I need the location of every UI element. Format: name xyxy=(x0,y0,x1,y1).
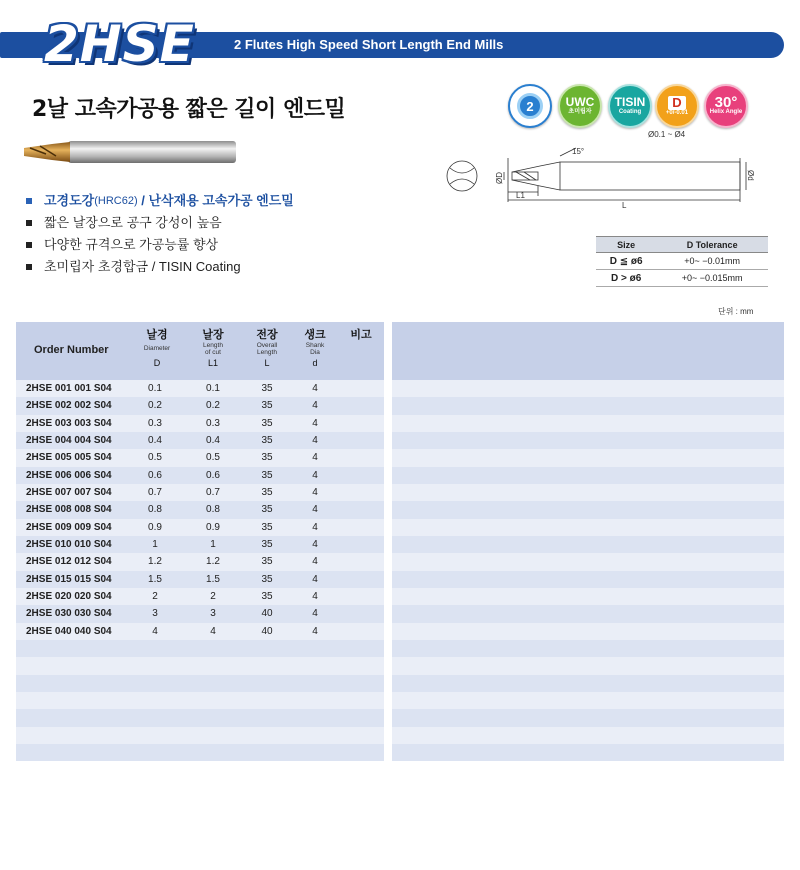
diameter-cell: 1.5 xyxy=(148,573,162,585)
order-number-cell: 2HSE 002 002 S04 xyxy=(26,400,112,412)
bullet-icon xyxy=(26,242,32,248)
shank-dia-cell: 4 xyxy=(312,452,318,464)
order-number-cell: 2HSE 030 030 S04 xyxy=(26,608,112,620)
feature-text: 다양한 규격으로 가공능률 향상 xyxy=(44,237,219,252)
order-number-cell: 2HSE 006 006 S04 xyxy=(26,469,112,481)
product-subtitle: 2 Flutes High Speed Short Length End Mills xyxy=(234,37,504,52)
table-row xyxy=(392,571,784,588)
diameter-cell: 4 xyxy=(152,625,158,637)
header-sd-en2: Dia xyxy=(310,349,320,356)
table-row xyxy=(392,605,784,622)
feature-machining: 난삭재용 고속가공 엔드밀 xyxy=(148,193,294,208)
table-row xyxy=(392,501,784,518)
spec-table-body xyxy=(16,380,384,761)
shank-label: Ød xyxy=(746,170,755,181)
order-number-cell: 2HSE 010 010 S04 xyxy=(26,539,112,551)
order-number-cell: 2HSE 020 020 S04 xyxy=(26,591,112,603)
tolerance-row xyxy=(596,270,768,287)
page-title: 2날 고속가공용 짧은 길이 엔드밀 xyxy=(32,97,346,122)
diameter-cell: 0.8 xyxy=(148,504,162,516)
length-of-cut-cell: 0.3 xyxy=(206,417,220,429)
length-of-cut-cell: 0.4 xyxy=(206,435,220,447)
header-l1-en1: Length xyxy=(203,342,223,349)
spec-table-right xyxy=(392,322,784,761)
header-l1-ko: 날장 xyxy=(202,328,224,341)
header-sd-en1: Shank xyxy=(305,342,325,349)
shank-dia-cell: 4 xyxy=(312,417,318,429)
helix-sub: Helix Angle xyxy=(709,109,743,115)
overall-length-cell: 40 xyxy=(261,625,273,637)
spec-table-right-header xyxy=(392,322,784,380)
overall-length-cell: 40 xyxy=(261,608,273,620)
header-overall-length xyxy=(242,328,292,367)
diameter-cell: 0.6 xyxy=(148,469,162,481)
table-row xyxy=(16,501,384,518)
table-row xyxy=(16,605,384,622)
order-number-cell: 2HSE 040 040 S04 xyxy=(26,625,112,637)
flutes-count: 2 xyxy=(517,93,543,119)
tolerance-value: +0~ −0.015mm xyxy=(656,270,768,287)
uwc-badge xyxy=(558,84,602,128)
length-of-cut-cell: 2 xyxy=(210,591,216,603)
header-l-en2: Length xyxy=(257,349,277,356)
header-sd-symbol: d xyxy=(312,358,318,368)
diameter-cell: 0.3 xyxy=(148,417,162,429)
angle-label: 15° xyxy=(572,147,585,156)
feature-text: 초미립자 초경합금 / TISIN Coating xyxy=(44,259,241,274)
header-length-of-cut xyxy=(184,328,242,367)
overall-length-cell: 35 xyxy=(261,400,273,412)
overall-length-cell: 35 xyxy=(261,521,273,533)
order-number-cell: 2HSE 004 004 S04 xyxy=(26,435,112,447)
overall-length-cell: 35 xyxy=(261,417,273,429)
shank-dia-cell: 4 xyxy=(312,521,318,533)
table-row xyxy=(392,519,784,536)
order-number-cell: 2HSE 007 007 S04 xyxy=(26,487,112,499)
length-of-cut-cell: 0.6 xyxy=(206,469,220,481)
product-logo: 2HSE xyxy=(44,15,195,73)
table-row xyxy=(392,536,784,553)
table-row xyxy=(392,675,784,692)
shank-dia-cell: 4 xyxy=(312,400,318,412)
header-diameter-en: Diameter xyxy=(143,345,171,352)
order-number-cell: 2HSE 009 009 S04 xyxy=(26,521,112,533)
order-number-cell: 2HSE 001 001 S04 xyxy=(26,383,112,395)
shank-dia-cell: 4 xyxy=(312,383,318,395)
diameter-cell: 0.5 xyxy=(148,452,162,464)
bullet-icon xyxy=(26,220,32,226)
overall-length-cell: 35 xyxy=(261,435,273,447)
diameter-range: Ø0.1 ~ Ø4 xyxy=(648,130,686,139)
diameter-cell: 1.2 xyxy=(148,556,162,568)
tolerance-badge xyxy=(655,84,699,128)
diameter-cell: 0.9 xyxy=(148,521,162,533)
diameter-cell: 0.7 xyxy=(148,487,162,499)
table-row xyxy=(16,415,384,432)
header-order-number: Order Number xyxy=(34,344,109,356)
shank-dia-cell: 4 xyxy=(312,435,318,447)
feature-separator: / xyxy=(137,193,149,208)
diameter-cell: 0.2 xyxy=(148,400,162,412)
length-of-cut-cell: 3 xyxy=(210,608,216,620)
table-row xyxy=(16,692,384,709)
flutes-badge xyxy=(508,84,552,128)
header-remarks xyxy=(338,328,384,342)
bullet-icon xyxy=(26,264,32,270)
header-l-ko: 전장 xyxy=(256,328,278,341)
shank-dia-cell: 4 xyxy=(312,539,318,551)
end-mill-photo xyxy=(22,140,240,164)
tisin-sub: Coating xyxy=(618,109,642,115)
table-row xyxy=(392,744,784,761)
unit-label: 단위 : mm xyxy=(718,307,754,316)
table-row xyxy=(392,380,784,397)
table-row xyxy=(16,484,384,501)
shank-dia-cell: 4 xyxy=(312,625,318,637)
header-l1-en2: of cut xyxy=(205,349,221,356)
table-row xyxy=(392,397,784,414)
tool-dimension-diagram xyxy=(440,142,760,212)
table-row xyxy=(16,709,384,726)
table-row xyxy=(392,657,784,674)
header-l-symbol: L xyxy=(264,358,270,368)
tolerance-d-label: D xyxy=(668,96,686,110)
table-row xyxy=(16,588,384,605)
diameter-cell: 0.4 xyxy=(148,435,162,447)
tolerance-value-header: D Tolerance xyxy=(656,237,768,253)
length-of-cut-cell: 0.2 xyxy=(206,400,220,412)
order-number-cell: 2HSE 015 015 S04 xyxy=(26,573,112,585)
uwc-sub: 초미립자 xyxy=(568,109,592,115)
table-row xyxy=(392,415,784,432)
shank-dia-cell: 4 xyxy=(312,469,318,481)
shank-dia-cell: 4 xyxy=(312,573,318,585)
order-number-cell: 2HSE 003 003 S04 xyxy=(26,417,112,429)
order-number-cell: 2HSE 005 005 S04 xyxy=(26,452,112,464)
uwc-label: UWC xyxy=(565,95,595,109)
table-row xyxy=(16,623,384,640)
tisin-badge xyxy=(608,84,652,128)
table-row xyxy=(392,588,784,605)
table-row xyxy=(16,432,384,449)
header-l1-symbol: L1 xyxy=(207,358,218,368)
table-row xyxy=(16,727,384,744)
feature-item xyxy=(26,190,426,212)
overall-length-cell: 35 xyxy=(261,556,273,568)
diameter-cell: 2 xyxy=(152,591,158,603)
length-of-cut-cell: 1 xyxy=(210,539,216,551)
overall-length-cell: 35 xyxy=(261,487,273,499)
tolerance-row xyxy=(596,253,768,270)
overall-length-cell: 35 xyxy=(261,539,273,551)
length-of-cut-cell: 4 xyxy=(210,625,216,637)
overall-length-cell: 35 xyxy=(261,591,273,603)
diameter-label: ØD xyxy=(495,172,504,184)
tisin-label: TISIN xyxy=(614,95,646,109)
header-sd-ko: 생크 xyxy=(304,328,326,341)
table-row xyxy=(16,640,384,657)
table-row xyxy=(392,692,784,709)
spec-table-header xyxy=(16,322,384,380)
order-number-cell: 2HSE 008 008 S04 xyxy=(26,504,112,516)
length-of-cut-cell: 1.2 xyxy=(206,556,220,568)
shank-dia-cell: 4 xyxy=(312,504,318,516)
diameter-cell: 3 xyxy=(152,608,158,620)
length-of-cut-cell: 0.7 xyxy=(206,487,220,499)
helix-angle: 30° xyxy=(714,94,738,111)
tolerance-table xyxy=(596,236,768,287)
shank-dia-cell: 4 xyxy=(312,487,318,499)
table-row xyxy=(392,727,784,744)
tolerance-size: D ≦ ø6 xyxy=(596,253,656,270)
table-row xyxy=(16,675,384,692)
l-label: L xyxy=(622,201,627,210)
overall-length-cell: 35 xyxy=(261,573,273,585)
table-row xyxy=(16,657,384,674)
table-row xyxy=(392,640,784,657)
shank-dia-cell: 4 xyxy=(312,556,318,568)
length-of-cut-cell: 1.5 xyxy=(206,573,220,585)
feature-item xyxy=(26,234,426,256)
table-row xyxy=(392,484,784,501)
table-row xyxy=(392,553,784,570)
tolerance-size: D > ø6 xyxy=(596,270,656,287)
length-of-cut-cell: 0.9 xyxy=(206,521,220,533)
table-row xyxy=(16,397,384,414)
diameter-cell: 1 xyxy=(152,539,158,551)
feature-hardness: 고경도강 xyxy=(44,193,95,208)
shank-dia-cell: 4 xyxy=(312,591,318,603)
length-of-cut-cell: 0.5 xyxy=(206,452,220,464)
shank-dia-cell: 4 xyxy=(312,608,318,620)
spec-table xyxy=(16,322,384,761)
feature-text: 짧은 날장으로 공구 강성이 높음 xyxy=(44,215,222,230)
table-row xyxy=(392,467,784,484)
spec-table-right-body xyxy=(392,380,784,761)
header-remarks-ko: 비고 xyxy=(350,328,372,341)
tolerance-header-row xyxy=(596,237,768,253)
table-row xyxy=(16,467,384,484)
header-banner xyxy=(0,15,800,73)
table-row xyxy=(16,536,384,553)
tolerance-value: +0~ −0.01mm xyxy=(656,253,768,270)
table-row xyxy=(392,449,784,466)
header-diameter-ko: 날경 xyxy=(146,328,168,341)
feature-badges xyxy=(504,84,774,139)
header-shank-dia xyxy=(292,328,338,367)
table-row xyxy=(392,432,784,449)
tolerance-sub: +0/-0.01 xyxy=(665,109,689,116)
length-of-cut-cell: 0.1 xyxy=(206,383,220,395)
table-row xyxy=(16,744,384,761)
l1-label: L1 xyxy=(516,191,525,200)
overall-length-cell: 35 xyxy=(261,504,273,516)
feature-hrc: (HRC62) xyxy=(94,195,138,207)
feature-item xyxy=(26,212,426,234)
diameter-cell: 0.1 xyxy=(148,383,162,395)
overall-length-cell: 35 xyxy=(261,469,273,481)
length-of-cut-cell: 0.8 xyxy=(206,504,220,516)
table-row xyxy=(16,553,384,570)
table-row xyxy=(392,623,784,640)
tolerance-size-header: Size xyxy=(596,237,656,253)
header-l-en1: Overall xyxy=(256,342,278,349)
table-row xyxy=(16,571,384,588)
helix-badge xyxy=(704,84,748,128)
table-row xyxy=(16,519,384,536)
feature-list xyxy=(26,190,426,278)
table-row xyxy=(392,709,784,726)
bullet-icon xyxy=(26,198,32,204)
table-row xyxy=(16,380,384,397)
table-row xyxy=(16,449,384,466)
feature-item xyxy=(26,256,426,278)
header-diameter xyxy=(128,328,186,367)
overall-length-cell: 35 xyxy=(261,452,273,464)
order-number-cell: 2HSE 012 012 S04 xyxy=(26,556,112,568)
overall-length-cell: 35 xyxy=(261,383,273,395)
header-diameter-symbol: D xyxy=(153,358,161,368)
